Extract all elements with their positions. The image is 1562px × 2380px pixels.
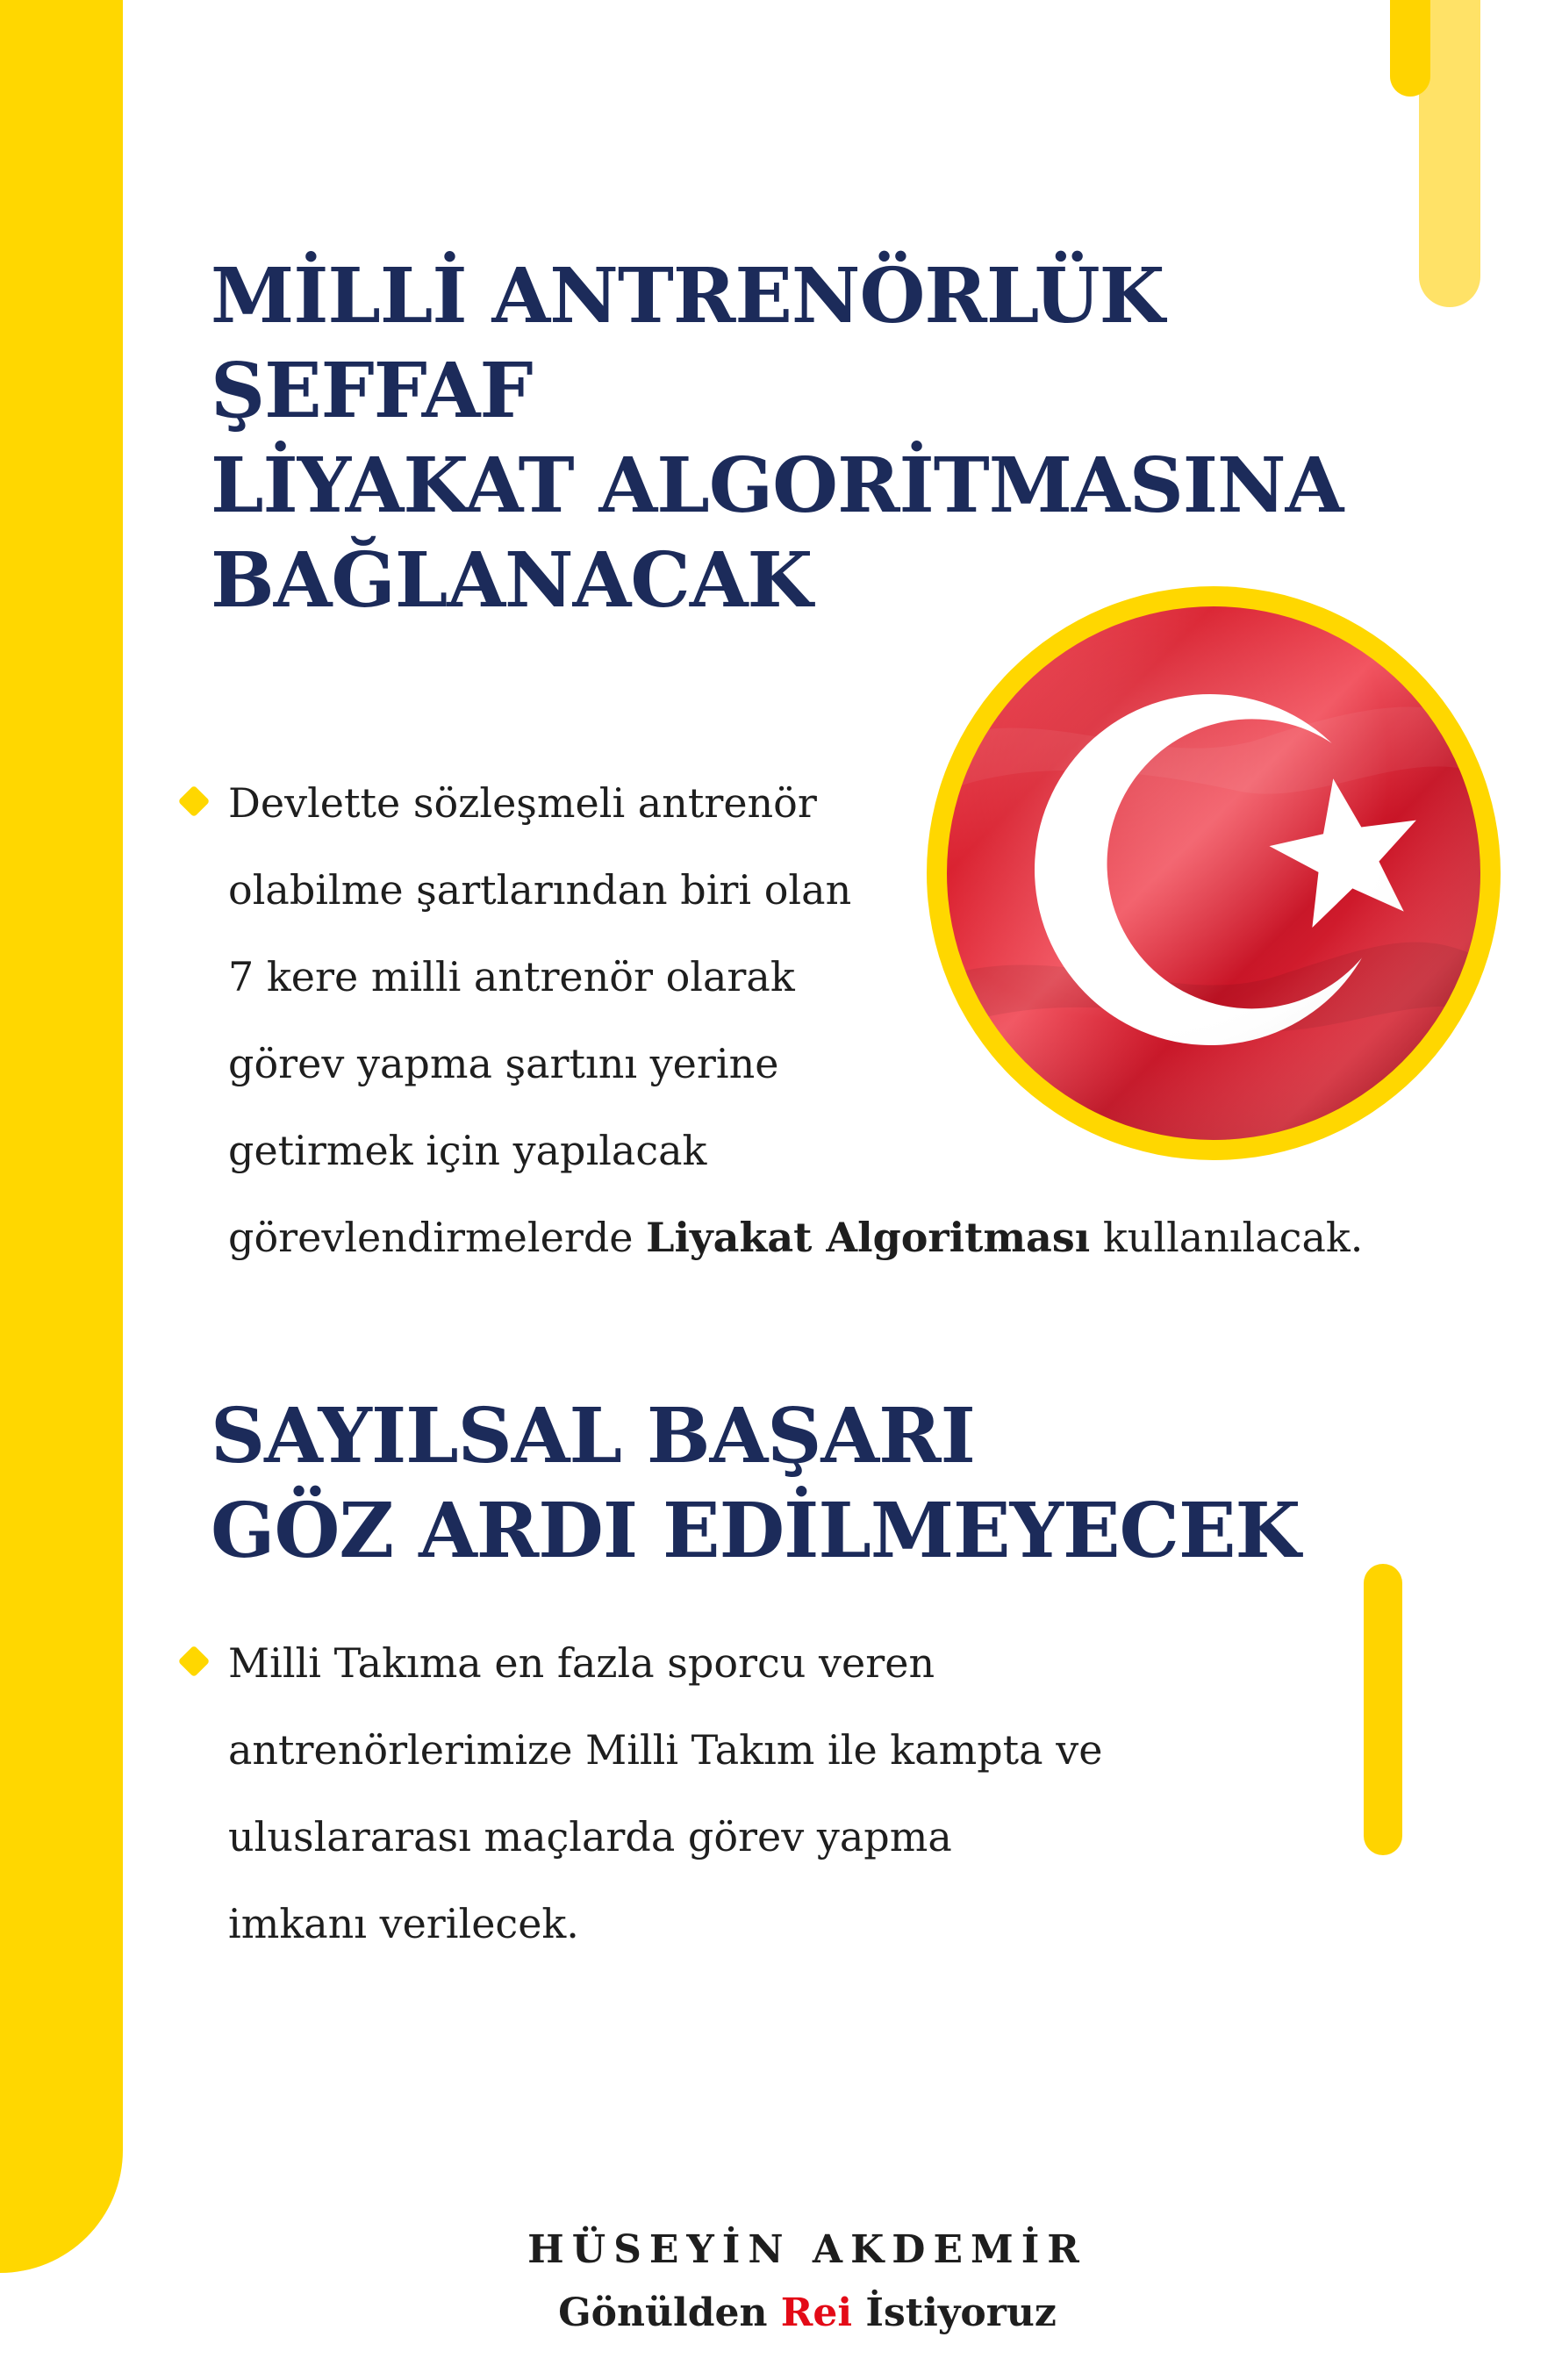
bullet-line: olabilme şartlarından biri olan — [228, 866, 852, 914]
heading-line: LİYAKAT ALGORİTMASINA — [211, 441, 1343, 530]
bullet-line: imkanı verilecek. — [228, 1900, 579, 1947]
bullet-text — [228, 1620, 1102, 1968]
heading-line: GÖZ ARDI EDİLMEYECEK — [211, 1487, 1300, 1575]
bullet-text — [228, 760, 1363, 1281]
slogan-accent: Rei — [780, 2290, 853, 2335]
author-name: HÜSEYİN AKDEMİR — [527, 2227, 1087, 2272]
heading-line: ŞEFFAF — [211, 347, 533, 435]
slogan-text: Gönülden — [558, 2290, 781, 2335]
bullet-line-last — [228, 1194, 1363, 1281]
diamond-icon — [178, 785, 211, 818]
heading-numerical-success — [211, 1389, 1300, 1579]
heading-line: SAYILSAL BAŞARI — [211, 1392, 975, 1480]
bullet-line: getirmek için yapılacak — [228, 1127, 707, 1174]
decorative-pill-top-small — [1390, 0, 1430, 97]
decorative-pill-middle — [1364, 1564, 1402, 1855]
bullet-text-regular: kullanılacak. — [1090, 1214, 1364, 1261]
bullet-line: Milli Takıma en fazla sporcu veren — [228, 1639, 935, 1687]
heading-line: MİLLİ ANTRENÖRLÜK — [211, 252, 1164, 341]
bullet-line: Devlette sözleşmeli antrenör — [228, 779, 817, 827]
bullet-line: görev yapma şartını yerine — [228, 1040, 779, 1087]
heading-line: BAĞLANACAK — [211, 536, 813, 625]
bullet-text-bold: Liyakat Algoritması — [646, 1214, 1091, 1261]
bullet-line: antrenörlerimize Milli Takım ile kampta ve — [228, 1726, 1103, 1774]
slogan-text: İstiyoruz — [852, 2290, 1057, 2335]
bullet-text-regular: görevlendirmelerde — [228, 1214, 647, 1261]
slogan — [0, 2287, 1562, 2340]
diamond-icon — [178, 1645, 211, 1678]
bullet-line: 7 kere milli antrenör olarak — [228, 953, 795, 1000]
bullet-line: uluslararası maçlarda görev yapma — [228, 1813, 952, 1860]
left-decorative-bar — [0, 0, 123, 2273]
heading-coaching-transparency — [211, 249, 1343, 628]
